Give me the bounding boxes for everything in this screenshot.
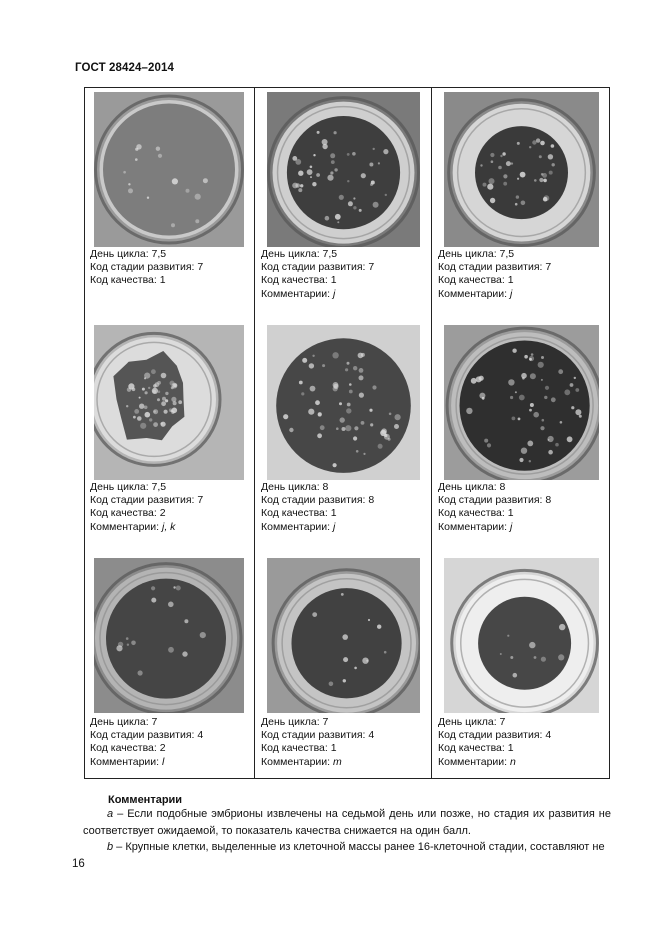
caption-comments-label: Комментарии:: [261, 287, 331, 300]
caption-stage: [261, 261, 374, 274]
embryo-photo: [267, 558, 420, 713]
embryo-photo: [444, 325, 599, 480]
caption-quality: [438, 507, 551, 520]
caption-day-value: 8: [499, 481, 506, 493]
embryo-photo: [444, 558, 599, 713]
caption-stage-value: 7: [197, 494, 204, 507]
caption-stage-label: Код стадии развития:: [90, 261, 195, 274]
caption-comments-label: Комментарии:: [438, 287, 508, 300]
caption-stage-label: Код стадии развития:: [90, 729, 195, 742]
caption-day: [438, 248, 551, 261]
caption-comments-label: Комментарии:: [261, 520, 331, 533]
embryo-photo: [444, 92, 599, 247]
caption-stage-value: 7: [368, 261, 375, 274]
caption-comments-label: Комментарии:: [438, 755, 508, 768]
caption-day: [90, 248, 203, 261]
caption-day-value: 8: [322, 481, 329, 493]
caption-quality: [438, 742, 551, 755]
caption-day: [261, 716, 374, 729]
caption-quality-label: Код качества:: [438, 742, 505, 755]
caption-comments-label: Комментарии:: [261, 755, 331, 768]
caption-stage-value: 7: [197, 261, 204, 274]
caption-quality-value: 1: [507, 507, 514, 520]
embryo-image: [267, 325, 420, 480]
caption-quality: [261, 742, 374, 755]
caption-comments-value: j: [332, 520, 336, 533]
caption-day-label: День цикла:: [90, 716, 149, 728]
caption-quality: [438, 274, 551, 287]
comment-a: [83, 806, 611, 839]
caption-quality: [261, 507, 374, 520]
caption-stage-value: 4: [545, 729, 552, 742]
caption-comments-value: j: [332, 287, 336, 300]
caption-comments-value: n: [509, 755, 516, 768]
embryo-photo: [267, 325, 420, 480]
caption-stage-label: Код стадии развития:: [261, 494, 366, 507]
caption-comments-value: j, k: [161, 520, 176, 533]
embryo-caption: [261, 248, 374, 301]
document-header: ГОСТ 28424–2014: [75, 62, 175, 74]
embryo-caption: [438, 481, 551, 534]
caption-quality-value: 1: [330, 507, 337, 520]
embryo-caption: [90, 481, 203, 534]
caption-comments-value: j: [509, 287, 513, 300]
caption-day-label: День цикла:: [438, 481, 497, 493]
column-divider: [254, 88, 255, 778]
caption-stage-value: 4: [197, 729, 204, 742]
caption-stage-value: 8: [545, 494, 552, 507]
caption-comments-value: j: [509, 520, 513, 533]
embryo-image: [267, 558, 420, 713]
caption-stage-value: 7: [545, 261, 552, 274]
caption-comments-label: Комментарии:: [438, 520, 508, 533]
caption-day-value: 7: [151, 716, 158, 728]
caption-quality: [90, 507, 203, 520]
caption-day-label: День цикла:: [261, 481, 320, 493]
caption-day-label: День цикла:: [261, 248, 320, 260]
caption-stage-label: Код стадии развития:: [261, 261, 366, 274]
embryo-photo: [267, 92, 420, 247]
caption-stage-value: 4: [368, 729, 375, 742]
caption-stage-label: Код стадии развития:: [261, 729, 366, 742]
embryo-caption: [90, 716, 203, 769]
caption-day: [438, 716, 551, 729]
caption-quality-label: Код качества:: [261, 274, 328, 287]
embryo-photo: [94, 325, 244, 480]
caption-day-label: День цикла:: [90, 248, 149, 260]
caption-quality: [90, 742, 203, 755]
embryo-image: [94, 558, 244, 713]
embryo-image: [444, 325, 599, 480]
caption-comments: [261, 288, 374, 301]
caption-stage: [90, 729, 203, 742]
caption-stage: [438, 494, 551, 507]
caption-quality-value: 1: [330, 742, 337, 755]
comment-a-letter: a: [107, 808, 114, 820]
embryo-image: [267, 92, 420, 247]
embryo-image: [444, 558, 599, 713]
caption-stage-label: Код стадии развития:: [438, 494, 543, 507]
comment-b-letter: b: [107, 841, 114, 853]
caption-stage: [90, 261, 203, 274]
caption-day-value: 7,5: [151, 481, 167, 493]
caption-quality-value: 1: [507, 274, 514, 287]
caption-stage: [438, 729, 551, 742]
embryo-caption: [261, 716, 374, 769]
caption-comments-value: m: [332, 755, 342, 768]
caption-quality-label: Код качества:: [261, 742, 328, 755]
caption-quality-label: Код качества:: [438, 274, 505, 287]
caption-day: [438, 481, 551, 494]
caption-quality-label: Код качества:: [90, 507, 157, 520]
caption-day-value: 7: [322, 716, 329, 728]
comments-title: Комментарии: [108, 794, 183, 806]
caption-comments: [90, 521, 203, 534]
page-number: 16: [72, 858, 85, 870]
caption-day-value: 7,5: [322, 248, 338, 260]
caption-day-value: 7: [499, 716, 506, 728]
caption-quality-label: Код качества:: [261, 507, 328, 520]
embryo-caption: [90, 248, 203, 288]
caption-comments: [438, 288, 551, 301]
embryo-photo: [94, 92, 244, 247]
embryo-image: [94, 325, 244, 480]
caption-stage: [438, 261, 551, 274]
caption-stage: [261, 494, 374, 507]
caption-day: [90, 481, 203, 494]
caption-stage-label: Код стадии развития:: [438, 261, 543, 274]
caption-quality: [90, 274, 203, 287]
column-divider: [431, 88, 432, 778]
caption-comments: [261, 521, 374, 534]
embryo-caption: [438, 716, 551, 769]
caption-quality: [261, 274, 374, 287]
caption-comments: [261, 756, 374, 769]
embryo-image: [444, 92, 599, 247]
embryo-photo: [94, 558, 244, 713]
caption-day-label: День цикла:: [90, 481, 149, 493]
embryo-caption: [261, 481, 374, 534]
comment-b-text: – Крупные клетки, выделенные из клеточной массы ранее 16-клеточной стадии, составляют не: [113, 841, 605, 853]
caption-quality-label: Код качества:: [90, 274, 157, 287]
caption-stage: [90, 494, 203, 507]
caption-day: [261, 481, 374, 494]
comment-b: [83, 839, 611, 856]
caption-quality-label: Код качества:: [438, 507, 505, 520]
caption-quality-value: 1: [330, 274, 337, 287]
embryo-image: [94, 92, 244, 247]
caption-comments: [438, 521, 551, 534]
caption-quality-value: 2: [159, 507, 166, 520]
caption-quality-value: 1: [159, 274, 166, 287]
caption-day-label: День цикла:: [261, 716, 320, 728]
caption-day: [90, 716, 203, 729]
caption-day-value: 7,5: [151, 248, 167, 260]
caption-quality-value: 2: [159, 742, 166, 755]
caption-day: [261, 248, 374, 261]
caption-comments-label: Комментарии:: [90, 755, 160, 768]
caption-comments: [90, 756, 203, 769]
comment-a-text: – Если подобные эмбрионы извлечены на седьмой день или позже, но стадия их развития не соответствует ожидаемой, то показатель качества снижается на один балл.: [83, 808, 611, 837]
caption-stage-label: Код стадии развития:: [438, 729, 543, 742]
caption-comments-value: l: [161, 755, 165, 768]
caption-quality-value: 1: [507, 742, 514, 755]
caption-day-value: 7,5: [499, 248, 515, 260]
caption-comments-label: Комментарии:: [90, 520, 160, 533]
caption-stage-value: 8: [368, 494, 375, 507]
caption-day-label: День цикла:: [438, 716, 497, 728]
caption-quality-label: Код качества:: [90, 742, 157, 755]
caption-stage: [261, 729, 374, 742]
embryo-caption: [438, 248, 551, 301]
caption-comments: [438, 756, 551, 769]
caption-stage-label: Код стадии развития:: [90, 494, 195, 507]
caption-day-label: День цикла:: [438, 248, 497, 260]
